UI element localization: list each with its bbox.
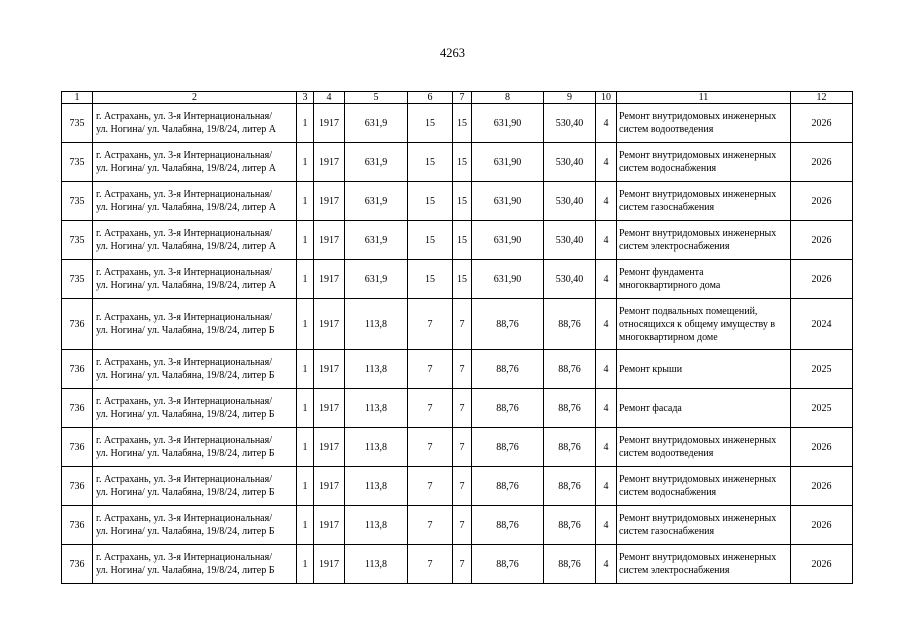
area-cell: 113,8 xyxy=(345,299,408,350)
area-cell: 113,8 xyxy=(345,350,408,389)
area-cell: 113,8 xyxy=(345,428,408,467)
year-built-cell: 1917 xyxy=(314,299,345,350)
cell-col7: 15 xyxy=(453,182,472,221)
address-cell xyxy=(93,221,297,260)
area-cell: 631,9 xyxy=(345,182,408,221)
cell-col10: 4 xyxy=(596,182,617,221)
address-line: ул. Ногина/ ул. Чалабяна, 19/8/24, литер А xyxy=(96,163,276,174)
cell-col9: 530,40 xyxy=(544,182,596,221)
planned-year-cell: 2026 xyxy=(791,545,853,584)
cell-col3: 1 xyxy=(297,389,314,428)
house-id-cell: 735 xyxy=(62,221,93,260)
year-built-cell: 1917 xyxy=(314,467,345,506)
address-line: ул. Ногина/ ул. Чалабяна, 19/8/24, литер Б xyxy=(96,565,275,576)
house-id-cell: 736 xyxy=(62,428,93,467)
repair-work-line: Ремонт внутридомовых инженерных xyxy=(619,552,777,563)
planned-year-cell: 2026 xyxy=(791,104,853,143)
column-header: 4 xyxy=(314,92,345,104)
column-header: 8 xyxy=(472,92,544,104)
repair-work-cell xyxy=(617,104,791,143)
year-built-cell: 1917 xyxy=(314,428,345,467)
area-cell: 631,9 xyxy=(345,221,408,260)
cell-col9: 530,40 xyxy=(544,260,596,299)
cell-col9: 88,76 xyxy=(544,350,596,389)
column-header: 11 xyxy=(617,92,791,104)
planned-year-cell: 2026 xyxy=(791,143,853,182)
cell-col6: 7 xyxy=(408,350,453,389)
cell-col6: 15 xyxy=(408,182,453,221)
cell-col3: 1 xyxy=(297,299,314,350)
repair-work-line: систем электроснабжения xyxy=(619,565,730,576)
column-header: 5 xyxy=(345,92,408,104)
cell-col6: 15 xyxy=(408,260,453,299)
repair-work-line: систем водоотведения xyxy=(619,124,714,135)
address-line: г. Астрахань, ул. 3-я Интернациональная/ xyxy=(96,513,272,524)
address-line: г. Астрахань, ул. 3-я Интернациональная/ xyxy=(96,228,272,239)
cell-col7: 7 xyxy=(453,389,472,428)
repair-work-line: систем газоснабжения xyxy=(619,202,715,213)
address-line: г. Астрахань, ул. 3-я Интернациональная/ xyxy=(96,474,272,485)
column-header: 6 xyxy=(408,92,453,104)
area-cell: 631,9 xyxy=(345,104,408,143)
cell-col8: 631,90 xyxy=(472,260,544,299)
house-id-cell: 735 xyxy=(62,260,93,299)
address-line: г. Астрахань, ул. 3-я Интернациональная/ xyxy=(96,435,272,446)
repair-work-cell xyxy=(617,389,791,428)
address-cell xyxy=(93,467,297,506)
cell-col3: 1 xyxy=(297,260,314,299)
house-id-cell: 736 xyxy=(62,350,93,389)
repair-work-cell xyxy=(617,545,791,584)
table-row xyxy=(62,389,853,428)
cell-col10: 4 xyxy=(596,428,617,467)
cell-col3: 1 xyxy=(297,545,314,584)
cell-col3: 1 xyxy=(297,506,314,545)
cell-col8: 88,76 xyxy=(472,389,544,428)
cell-col3: 1 xyxy=(297,221,314,260)
repair-work-cell xyxy=(617,182,791,221)
repair-work-line: Ремонт подвальных помещений, xyxy=(619,305,758,317)
repair-work-line: Ремонт фасада xyxy=(619,402,682,414)
year-built-cell: 1917 xyxy=(314,506,345,545)
address-line: ул. Ногина/ ул. Чалабяна, 19/8/24, литер Б xyxy=(96,325,275,336)
address-line: г. Астрахань, ул. 3-я Интернациональная/ xyxy=(96,312,272,323)
table-row xyxy=(62,428,853,467)
address-cell xyxy=(93,143,297,182)
planned-year-cell: 2026 xyxy=(791,182,853,221)
repair-work-line: систем водоотведения xyxy=(619,448,714,459)
address-line: ул. Ногина/ ул. Чалабяна, 19/8/24, литер А xyxy=(96,202,276,213)
cell-col8: 631,90 xyxy=(472,182,544,221)
table-row xyxy=(62,143,853,182)
planned-year-cell: 2026 xyxy=(791,506,853,545)
repair-work-cell xyxy=(617,506,791,545)
cell-col3: 1 xyxy=(297,182,314,221)
area-cell: 113,8 xyxy=(345,545,408,584)
cell-col9: 88,76 xyxy=(544,428,596,467)
cell-col6: 15 xyxy=(408,143,453,182)
address-cell xyxy=(93,260,297,299)
cell-col3: 1 xyxy=(297,143,314,182)
repair-work-cell xyxy=(617,467,791,506)
cell-col9: 88,76 xyxy=(544,389,596,428)
planned-year-cell: 2026 xyxy=(791,260,853,299)
column-header: 2 xyxy=(93,92,297,104)
cell-col8: 88,76 xyxy=(472,467,544,506)
cell-col9: 530,40 xyxy=(544,104,596,143)
repair-work-line: Ремонт внутридомовых инженерных xyxy=(619,111,777,122)
repair-work-cell xyxy=(617,428,791,467)
area-cell: 631,9 xyxy=(345,143,408,182)
table-row xyxy=(62,182,853,221)
cell-col6: 7 xyxy=(408,428,453,467)
cell-col6: 7 xyxy=(408,299,453,350)
cell-col9: 88,76 xyxy=(544,467,596,506)
planned-year-cell: 2025 xyxy=(791,389,853,428)
address-line: г. Астрахань, ул. 3-я Интернациональная/ xyxy=(96,189,272,200)
cell-col8: 631,90 xyxy=(472,221,544,260)
planned-year-cell: 2024 xyxy=(791,299,853,350)
column-header: 3 xyxy=(297,92,314,104)
cell-col10: 4 xyxy=(596,545,617,584)
cell-col3: 1 xyxy=(297,428,314,467)
address-line: ул. Ногина/ ул. Чалабяна, 19/8/24, литер А xyxy=(96,280,276,291)
house-id-cell: 736 xyxy=(62,506,93,545)
cell-col10: 4 xyxy=(596,260,617,299)
cell-col8: 88,76 xyxy=(472,299,544,350)
house-id-cell: 735 xyxy=(62,182,93,221)
address-line: г. Астрахань, ул. 3-я Интернациональная/ xyxy=(96,111,272,122)
table-row xyxy=(62,545,853,584)
address-cell xyxy=(93,506,297,545)
year-built-cell: 1917 xyxy=(314,104,345,143)
planned-year-cell: 2025 xyxy=(791,350,853,389)
cell-col8: 631,90 xyxy=(472,143,544,182)
cell-col7: 15 xyxy=(453,143,472,182)
column-header: 9 xyxy=(544,92,596,104)
cell-col7: 7 xyxy=(453,350,472,389)
repair-work-line: Ремонт внутридомовых инженерных xyxy=(619,228,777,239)
area-cell: 113,8 xyxy=(345,467,408,506)
repair-work-line: многоквартирном доме xyxy=(619,331,718,343)
cell-col9: 530,40 xyxy=(544,143,596,182)
address-line: ул. Ногина/ ул. Чалабяна, 19/8/24, литер Б xyxy=(96,409,275,420)
cell-col6: 7 xyxy=(408,545,453,584)
cell-col8: 88,76 xyxy=(472,350,544,389)
cell-col7: 7 xyxy=(453,506,472,545)
cell-col8: 88,76 xyxy=(472,506,544,545)
cell-col7: 7 xyxy=(453,467,472,506)
cell-col10: 4 xyxy=(596,104,617,143)
address-line: ул. Ногина/ ул. Чалабяна, 19/8/24, литер Б xyxy=(96,487,275,498)
repair-work-line: Ремонт внутридомовых инженерных xyxy=(619,513,777,524)
year-built-cell: 1917 xyxy=(314,221,345,260)
column-header: 10 xyxy=(596,92,617,104)
address-cell xyxy=(93,428,297,467)
cell-col9: 88,76 xyxy=(544,506,596,545)
cell-col8: 88,76 xyxy=(472,545,544,584)
cell-col6: 7 xyxy=(408,467,453,506)
column-header: 1 xyxy=(62,92,93,104)
table-row xyxy=(62,221,853,260)
repair-work-cell xyxy=(617,260,791,299)
address-line: г. Астрахань, ул. 3-я Интернациональная/ xyxy=(96,552,272,563)
repair-work-cell xyxy=(617,221,791,260)
cell-col9: 88,76 xyxy=(544,545,596,584)
table-row xyxy=(62,299,853,350)
cell-col7: 7 xyxy=(453,299,472,350)
table-row xyxy=(62,260,853,299)
address-line: ул. Ногина/ ул. Чалабяна, 19/8/24, литер А xyxy=(96,124,276,135)
planned-year-cell: 2026 xyxy=(791,428,853,467)
address-cell xyxy=(93,350,297,389)
address-line: ул. Ногина/ ул. Чалабяна, 19/8/24, литер Б xyxy=(96,448,275,459)
repair-work-line: Ремонт внутридомовых инженерных xyxy=(619,474,777,485)
cell-col10: 4 xyxy=(596,350,617,389)
cell-col6: 15 xyxy=(408,104,453,143)
cell-col7: 15 xyxy=(453,104,472,143)
repair-work-line: Ремонт крыши xyxy=(619,363,683,375)
repair-work-line: систем водоснабжения xyxy=(619,163,717,174)
cell-col3: 1 xyxy=(297,104,314,143)
year-built-cell: 1917 xyxy=(314,260,345,299)
cell-col6: 7 xyxy=(408,389,453,428)
repair-work-cell xyxy=(617,143,791,182)
cell-col6: 7 xyxy=(408,506,453,545)
repair-work-line: многоквартирного дома xyxy=(619,280,721,291)
cell-col3: 1 xyxy=(297,350,314,389)
column-header: 7 xyxy=(453,92,472,104)
planned-year-cell: 2026 xyxy=(791,221,853,260)
address-cell xyxy=(93,182,297,221)
column-number-row xyxy=(62,92,853,104)
repair-work-cell xyxy=(617,299,791,350)
year-built-cell: 1917 xyxy=(314,389,345,428)
cell-col6: 15 xyxy=(408,221,453,260)
repair-work-line: систем водоснабжения xyxy=(619,487,717,498)
house-id-cell: 736 xyxy=(62,467,93,506)
year-built-cell: 1917 xyxy=(314,545,345,584)
repair-work-line: Ремонт внутридомовых инженерных xyxy=(619,435,777,446)
address-line: г. Астрахань, ул. 3-я Интернациональная/ xyxy=(96,396,272,407)
address-cell xyxy=(93,389,297,428)
address-line: г. Астрахань, ул. 3-я Интернациональная/ xyxy=(96,267,272,278)
address-line: ул. Ногина/ ул. Чалабяна, 19/8/24, литер Б xyxy=(96,526,275,537)
house-id-cell: 736 xyxy=(62,299,93,350)
repair-work-line: систем электроснабжения xyxy=(619,241,730,252)
area-cell: 113,8 xyxy=(345,389,408,428)
house-id-cell: 736 xyxy=(62,389,93,428)
address-cell xyxy=(93,545,297,584)
cell-col9: 88,76 xyxy=(544,299,596,350)
cell-col8: 88,76 xyxy=(472,428,544,467)
cell-col3: 1 xyxy=(297,467,314,506)
planned-year-cell: 2026 xyxy=(791,467,853,506)
cell-col7: 7 xyxy=(453,545,472,584)
cell-col10: 4 xyxy=(596,389,617,428)
table-row xyxy=(62,350,853,389)
repair-work-cell xyxy=(617,350,791,389)
table-row xyxy=(62,104,853,143)
cell-col8: 631,90 xyxy=(472,104,544,143)
repair-work-line: относящихся к общему имуществу в xyxy=(619,318,776,330)
cell-col10: 4 xyxy=(596,467,617,506)
repair-work-line: систем газоснабжения xyxy=(619,526,715,537)
year-built-cell: 1917 xyxy=(314,182,345,221)
address-line: ул. Ногина/ ул. Чалабяна, 19/8/24, литер А xyxy=(96,241,276,252)
cell-col7: 15 xyxy=(453,221,472,260)
cell-col9: 530,40 xyxy=(544,221,596,260)
table-row xyxy=(62,506,853,545)
address-line: г. Астрахань, ул. 3-я Интернациональная/ xyxy=(96,357,272,368)
address-cell xyxy=(93,299,297,350)
cell-col10: 4 xyxy=(596,221,617,260)
house-id-cell: 735 xyxy=(62,104,93,143)
page-number: 4263 xyxy=(440,46,465,60)
area-cell: 631,9 xyxy=(345,260,408,299)
column-header: 12 xyxy=(791,92,853,104)
cell-col7: 7 xyxy=(453,428,472,467)
house-id-cell: 736 xyxy=(62,545,93,584)
address-line: ул. Ногина/ ул. Чалабяна, 19/8/24, литер Б xyxy=(96,370,275,381)
repair-schedule-table xyxy=(61,91,853,584)
cell-col7: 15 xyxy=(453,260,472,299)
table-row xyxy=(62,467,853,506)
cell-col10: 4 xyxy=(596,506,617,545)
address-line: г. Астрахань, ул. 3-я Интернациональная/ xyxy=(96,150,272,161)
year-built-cell: 1917 xyxy=(314,143,345,182)
repair-work-line: Ремонт внутридомовых инженерных xyxy=(619,189,777,200)
cell-col10: 4 xyxy=(596,299,617,350)
area-cell: 113,8 xyxy=(345,506,408,545)
repair-work-line: Ремонт внутридомовых инженерных xyxy=(619,150,777,161)
year-built-cell: 1917 xyxy=(314,350,345,389)
cell-col10: 4 xyxy=(596,143,617,182)
repair-work-line: Ремонт фундамента xyxy=(619,267,704,278)
address-cell xyxy=(93,104,297,143)
house-id-cell: 735 xyxy=(62,143,93,182)
